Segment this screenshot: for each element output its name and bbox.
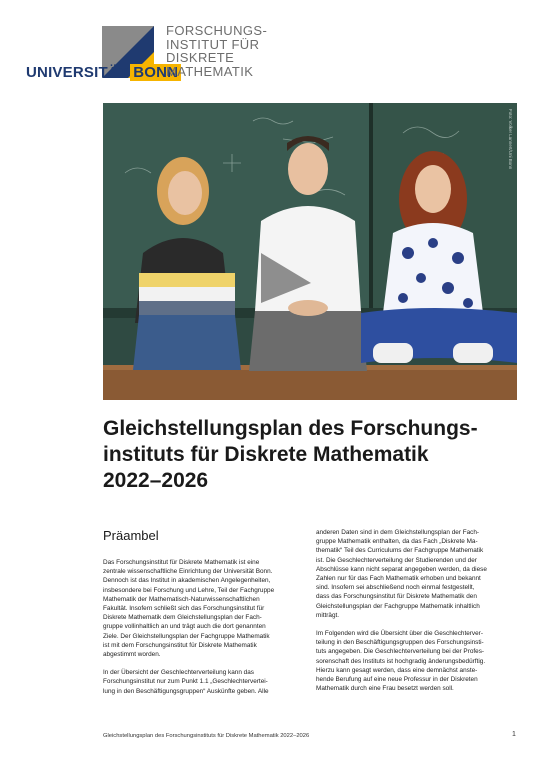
text-line: thematik“ Teil des Curriculums der Fachgruppe Mathematik [316, 547, 484, 555]
text-line: Das Forschungsinstitut für Diskrete Mathematik ist eine [103, 559, 260, 566]
paragraph [316, 629, 521, 693]
text-line: abgestimmt worden. [103, 651, 161, 659]
text-line: Abschlüsse kann nicht separat angegeben werden, da diese [316, 565, 487, 573]
university-city: BONN [130, 64, 181, 81]
text-line: Fakultät. Insofern schließt sich das Forschungsinstitut für [103, 605, 265, 613]
page-number: 1 [512, 731, 516, 738]
text-line: tuts angegeben. Die Geschlechterverteilung bei der Profes- [316, 648, 485, 656]
photo-credit: Foto: Volker Lannert/Uni Bonn [508, 109, 513, 170]
institute-line: DISKRETE [166, 50, 235, 65]
text-line: mitträgt. [316, 611, 340, 619]
text-line: Im Folgenden wird die Übersicht über die Geschlechterver- [316, 630, 483, 638]
text-line: ist mit dem Forschungsinstitut für Diskrete Mathematik [103, 641, 257, 649]
title-line: instituts für Diskrete Mathematik [103, 443, 429, 466]
text-line: Forschungsinstitut nur zum Punkt 1.1 „Geschlechtervertei- [103, 678, 268, 686]
text-line: Mathematik durch eine Frau besetzt werden soll. [316, 685, 454, 693]
paragraph [316, 528, 521, 620]
section-heading: Präambel [103, 528, 159, 543]
text-line: ist. Die Geschlechterverteilung der Studierenden und der [316, 556, 477, 564]
text-line: Mathematik der Mathematisch-Naturwissenschaftlichen [103, 595, 260, 603]
institute-line: FORSCHUNGS- [166, 23, 268, 38]
text-line: sorenschaft des Instituts ist hochgradig änderungsbedürftig. [316, 657, 486, 665]
text-line: Diskrete Mathematik dem Gleichstellungsplan der Fach- [103, 614, 262, 622]
title-line: 2022–2026 [103, 469, 209, 492]
text-line: dass das Forschungsinstitut für Diskrete Mathematik den [316, 593, 477, 601]
text-line: Ziele. Der Gleichstellungsplan der Fachgruppe Mathematik [103, 632, 270, 640]
text-line: Dennoch ist das Institut in akademischen Angelegenheiten, [103, 577, 271, 585]
left-column [103, 528, 308, 705]
university-wordmark [26, 64, 181, 81]
institute-line: INSTITUT FÜR [166, 36, 260, 52]
document-title [103, 416, 523, 494]
text-line: zentrale wissenschaftliche Einrichtung der Universität Bonn. [103, 568, 273, 576]
text-line: teilung in den Beschäftigungsgruppen des Forschungsinsti- [316, 639, 484, 647]
cover-photo [103, 103, 517, 400]
text-line: lung in den Beschäftigungsgruppen“ Auskünfte geben. Alle [103, 687, 269, 695]
text-line: gruppe Mathematik enthalten, da das Fach „Diskrete Ma- [316, 538, 478, 546]
text-line: hende Berufung auf eine neue Professur in der Diskreten [316, 676, 478, 684]
paragraph [103, 558, 308, 659]
text-line: In der Übersicht der Geschlechterverteilung kann das [103, 669, 254, 677]
institute-line: MATHEMATIK [166, 63, 254, 79]
text-line: Gleichstellungsplan der Fachgruppe Mathematik inhaltlich [316, 602, 480, 610]
text-line: Hierzu kann gesagt werden, dass eine demnächst anste- [316, 666, 478, 674]
text-line: gruppe vollinhaltlich an und trägt auch die dort genannten [103, 623, 266, 631]
text-line: Zahlen nur für das Fach Mathematik erhoben und bekannt [316, 575, 481, 583]
title-line: Gleichstellungsplan des Forschungs- [103, 417, 478, 440]
page-footer: Gleichstellungsplan des Forschungsinstituts für Diskrete Mathematik 2022–2026 [103, 733, 310, 739]
right-column [316, 528, 521, 702]
text-line: insbesondere bei Forschung und Lehre, Teil der Fachgruppe [103, 586, 275, 594]
text-line: anderen Daten sind in dem Gleichstellungsplan der Fach- [316, 529, 480, 536]
text-line: sind. Insofern sei abschließend noch einmal festgestellt, [316, 584, 475, 592]
university-prefix: UNIVERSITÄT [26, 64, 129, 81]
institute-name [166, 24, 267, 78]
paragraph [103, 668, 308, 696]
